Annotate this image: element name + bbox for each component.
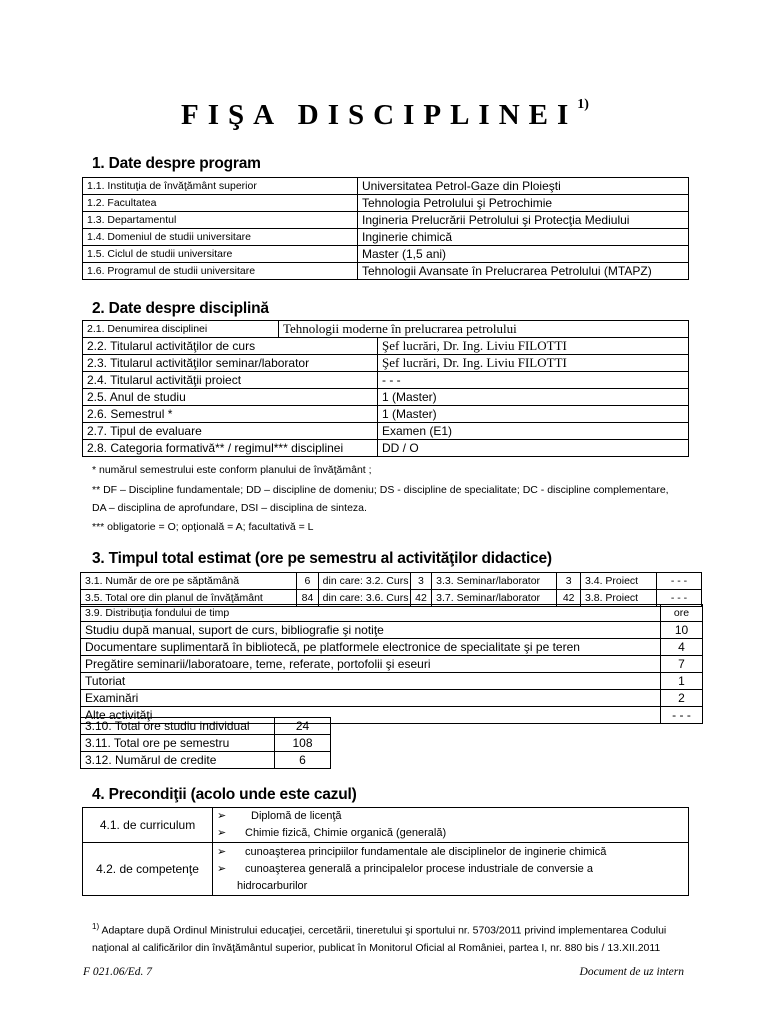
table-row — [83, 406, 689, 423]
note-line: *** obligatorie = O; opţională = A; facultativă = L — [92, 521, 314, 533]
arrow-bullet-icon: ➢ — [217, 862, 227, 875]
row-label: 1.3. Departamentul — [83, 212, 358, 229]
curriculum-label: 4.1. de curriculum — [83, 808, 213, 843]
list-item — [217, 825, 684, 842]
table-row — [83, 423, 689, 440]
table-row — [83, 338, 689, 355]
row-value: 108 — [275, 735, 331, 752]
table-row — [83, 389, 689, 406]
document-usage-note: Document de uz intern — [579, 966, 684, 978]
row-value: Inginerie chimică — [358, 229, 689, 246]
row-value: 7 — [661, 656, 703, 673]
curriculum-list — [213, 808, 689, 843]
document-title: FIŞA DISCIPLINEI$^{1)}$ — [181, 97, 589, 131]
cell-label: 3.7. Seminar/laborator — [432, 590, 557, 607]
row-label: 2.7. Tipul de evaluare — [83, 423, 378, 440]
cell-label: 3.5. Total ore din planul de învăţământ — [81, 590, 297, 607]
table-row — [83, 843, 689, 896]
distribution-unit: ore — [661, 605, 703, 622]
competente-item: cunoaşterea principiilor fundamentale ale disciplinelor de inginerie chimică — [245, 845, 607, 858]
discipline-name-value: Tehnologii moderne în prelucrarea petrolului — [279, 321, 689, 338]
discipline-name-label: 2.1. Denumirea disciplinei — [83, 321, 279, 338]
row-label: Examinări — [81, 690, 661, 707]
row-value: 4 — [661, 639, 703, 656]
distribution-label: 3.9. Distribuţia fondului de timp — [81, 605, 661, 622]
list-item — [217, 808, 684, 825]
footnote — [92, 918, 692, 957]
row-value: Şef lucrări, Dr. Ing. Liviu FILOTTI — [378, 355, 689, 372]
preconditions-table — [82, 807, 689, 896]
program-table — [82, 177, 689, 280]
row-value: Universitatea Petrol-Gaze din Ploieşti — [358, 178, 689, 195]
row-label: 3.11. Total ore pe semestru — [81, 735, 275, 752]
table-row — [83, 355, 689, 372]
row-label: 1.2. Facultatea — [83, 195, 358, 212]
row-value: 1 — [661, 673, 703, 690]
table-row — [83, 808, 689, 843]
row-label: Alte activităţi — [81, 707, 661, 724]
table-row — [81, 718, 331, 735]
cell-label: 3.1. Număr de ore pe săptămână — [81, 573, 297, 590]
section2-notes — [92, 462, 669, 535]
curriculum-item: Diplomă de licenţă — [251, 810, 342, 822]
cell-label: 3.4. Proiect — [580, 573, 656, 590]
table-row — [83, 195, 689, 212]
row-label: Studiu după manual, suport de curs, bibliografie şi notiţe — [81, 622, 661, 639]
row-value: - - - — [661, 707, 703, 724]
row-label: 1.6. Programul de studii universitare — [83, 263, 358, 280]
row-label: Documentare suplimentară în bibliotecă, pe platformele electronice de specialitate şi pe teren — [81, 639, 661, 656]
note-line: ** DF – Discipline fundamentale; DD – discipline de domeniu; DS - discipline de specialitate; DC - discipline complementare, — [92, 484, 669, 496]
footnote-mark: 1) — [92, 922, 100, 931]
discipline-table — [82, 337, 689, 457]
table-row — [81, 673, 703, 690]
row-label: 1.4. Domeniul de studii universitare — [83, 229, 358, 246]
table-row — [83, 229, 689, 246]
note-line: * numărul semestrului este conform planului de învăţământ ; — [92, 464, 372, 476]
row-value: Master (1,5 ani) — [358, 246, 689, 263]
competente-list — [213, 843, 689, 896]
cell-value: 42 — [557, 590, 581, 607]
discipline-name-table — [82, 320, 689, 338]
time-distribution-table — [80, 604, 703, 724]
cell-label: din care: 3.6. Curs — [318, 590, 410, 607]
row-label: 3.12. Numărul de credite — [81, 752, 275, 769]
cell-value: 3 — [410, 573, 431, 590]
cell-value: 84 — [297, 590, 318, 607]
row-value: DD / O — [378, 440, 689, 457]
totals-table — [80, 717, 331, 769]
cell-value: 6 — [297, 573, 318, 590]
table-row — [81, 622, 703, 639]
footnote-line: Adaptare după Ordinul Ministrului educaţiei, cercetării, tineretului şi sportului nr. 5703/2011 privind implementarea Codului — [101, 924, 667, 937]
form-code: F 021.06/Ed. 7 — [83, 966, 152, 978]
table-row — [83, 321, 689, 338]
curriculum-item: Chimie fizică, Chimie organică (generală) — [245, 827, 447, 839]
competente-label: 4.2. de competenţe — [83, 843, 213, 896]
arrow-bullet-icon: ➢ — [217, 845, 227, 858]
section1-heading: 1. Date despre program — [92, 155, 261, 172]
row-value: Ingineria Prelucrării Petrolului şi Protecţia Mediului — [358, 212, 689, 229]
row-value: 10 — [661, 622, 703, 639]
table-row — [81, 735, 331, 752]
row-label: 2.5. Anul de studiu — [83, 389, 378, 406]
table-row — [83, 440, 689, 457]
footnote-line: naţional al calificărilor din învăţământul superior, publicat în Monitorul Oficial al României, partea I, nr. 880 bis / 13.XII.2011 — [92, 941, 661, 954]
table-row — [81, 656, 703, 673]
row-label: 2.4. Titularul activităţii proiect — [83, 372, 378, 389]
table-row — [81, 752, 331, 769]
row-value: 24 — [275, 718, 331, 735]
cell-value: - - - — [656, 573, 701, 590]
row-label: 2.8. Categoria formativă** / regimul*** disciplinei — [83, 440, 378, 457]
section3-heading: 3. Timpul total estimat (ore pe semestru al activităţilor didactice) — [92, 550, 552, 567]
cell-value: - - - — [656, 590, 701, 607]
row-label: 2.6. Semestrul * — [83, 406, 378, 423]
row-value: 1 (Master) — [378, 389, 689, 406]
row-label: 2.3. Titularul activităţilor seminar/laborator — [83, 355, 378, 372]
table-row — [81, 639, 703, 656]
table-row — [83, 212, 689, 229]
cell-label: 3.3. Seminar/laborator — [432, 573, 557, 590]
row-value: Examen (E1) — [378, 423, 689, 440]
row-value: 2 — [661, 690, 703, 707]
table-row — [81, 690, 703, 707]
row-label: Pregătire seminarii/laboratoare, teme, referate, portofolii şi eseuri — [81, 656, 661, 673]
row-value: Şef lucrări, Dr. Ing. Liviu FILOTTI — [378, 338, 689, 355]
table-row — [83, 246, 689, 263]
row-label: 3.10. Total ore studiu individual — [81, 718, 275, 735]
arrow-bullet-icon: ➢ — [217, 810, 227, 822]
cell-label: din care: 3.2. Curs — [318, 573, 410, 590]
list-item — [217, 861, 684, 878]
table-row — [83, 178, 689, 195]
row-value: 1 (Master) — [378, 406, 689, 423]
row-label: 1.1. Instituţia de învăţământ superior — [83, 178, 358, 195]
list-item — [217, 844, 684, 861]
section2-heading: 2. Date despre disciplină — [92, 300, 269, 317]
cell-label: 3.8. Proiect — [580, 590, 656, 607]
competente-item: cunoaşterea generală a principalelor procese industriale de conversie a — [245, 862, 593, 875]
row-label: 1.5. Ciclul de studii universitare — [83, 246, 358, 263]
table-row — [83, 263, 689, 280]
section4-heading: 4. Precondiţii (acolo unde este cazul) — [92, 786, 357, 803]
row-label: 2.2. Titularul activităţilor de curs — [83, 338, 378, 355]
time-table — [80, 572, 702, 607]
arrow-bullet-icon: ➢ — [217, 827, 227, 839]
row-value: - - - — [378, 372, 689, 389]
list-item-continuation: hidrocarburilor — [237, 879, 308, 892]
table-row — [81, 605, 703, 622]
table-row — [83, 372, 689, 389]
cell-value: 3 — [557, 573, 581, 590]
note-line: DA – disciplina de aprofundare, DSI – disciplina de sinteza. — [92, 502, 367, 514]
cell-value: 42 — [410, 590, 431, 607]
row-value: Tehnologia Petrolului şi Petrochimie — [358, 195, 689, 212]
row-value: 6 — [275, 752, 331, 769]
row-label: Tutoriat — [81, 673, 661, 690]
table-row — [81, 573, 702, 590]
row-value: Tehnologii Avansate în Prelucrarea Petrolului (MTAPZ) — [358, 263, 689, 280]
